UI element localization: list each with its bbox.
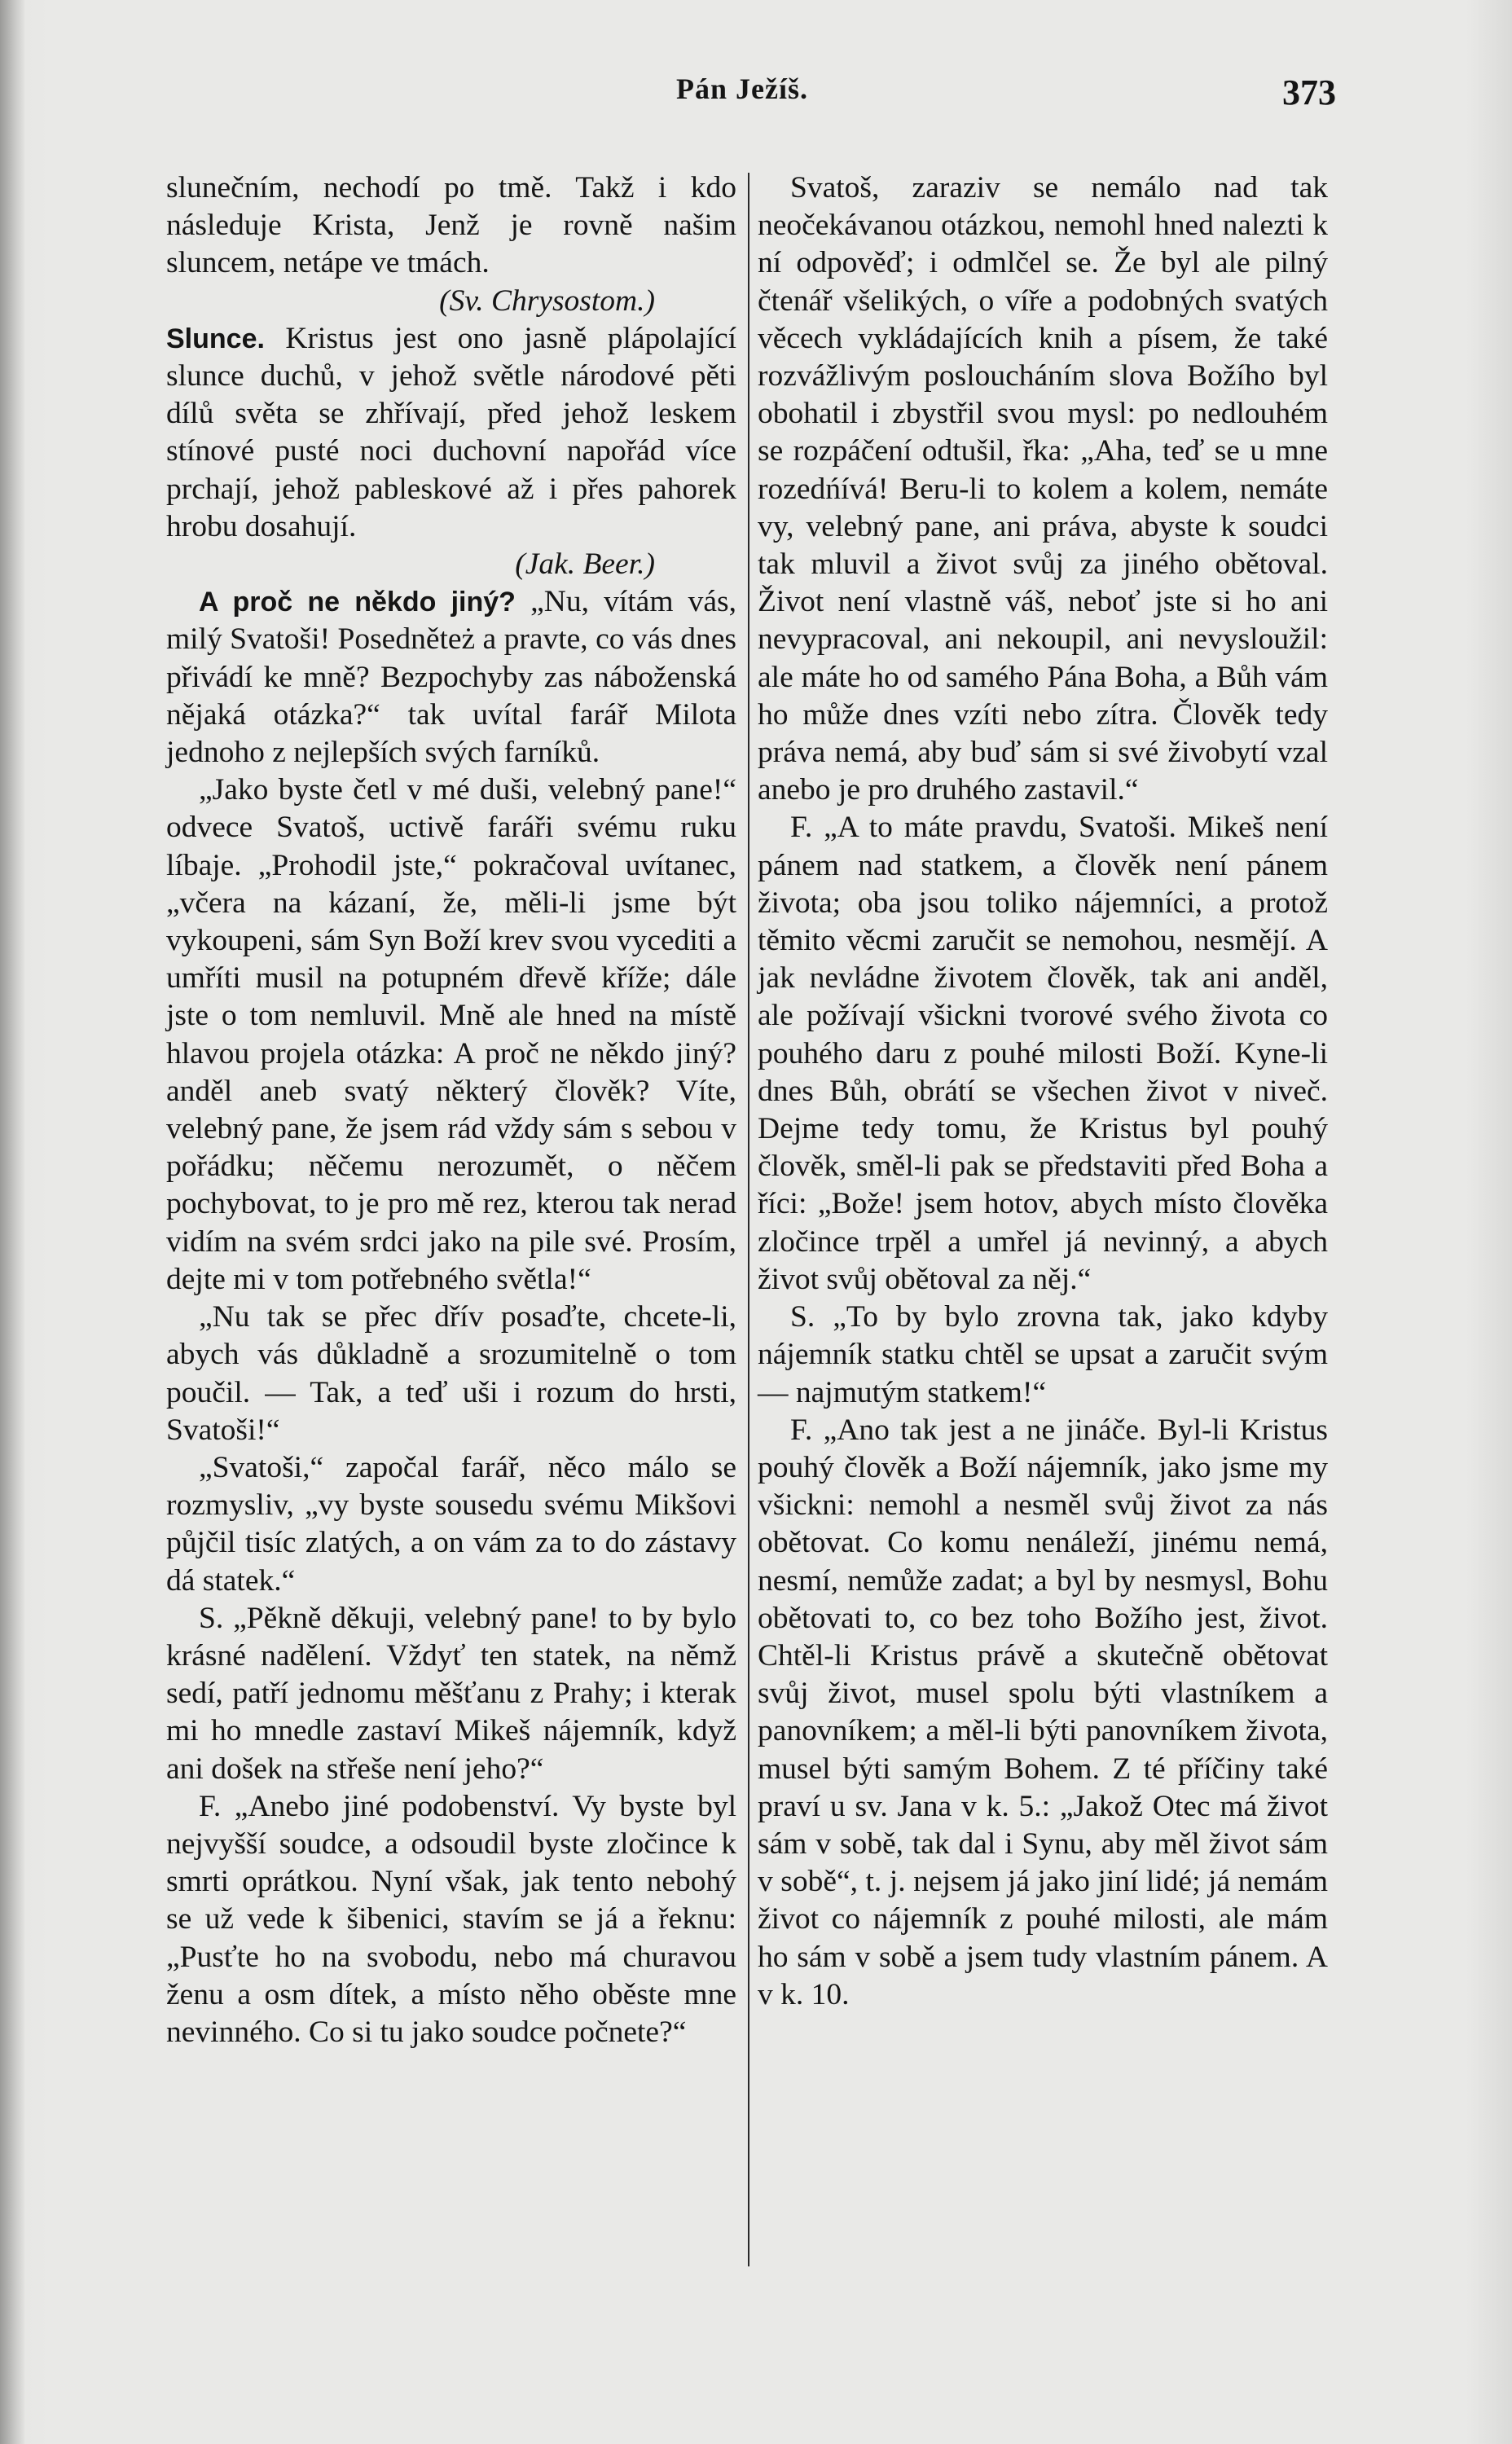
paragraph: „Jako byste četl v mé duši, velebný pane!“ odvece Svatoš, uctivě faráři svému ruku líbaje. „Prohodil jste,“ pokračoval uvítanec, „včera na kázaní, že, měli-li jsme být vykoupeni, sám Syn Boží krev svou vycediti a umříti musil na potupném dřevě kříže; dále jste o tom nemluvil. Mně ale hned na místě hlavou projela otázka: A proč ne někdo jiný? anděl aneb svatý některý člověk? Víte, velebný pane, že jsem rád vždy sám s sebou v pořádku; něčemu nerozumět, o něčem pochybovat, to je pro mě rez, kterou tak nerad vidím na svém srdci jako na pile své. Prosím, dejte mi v tom potřebného světla!“ — [166, 773, 736, 1296]
paragraph: slunečním, nechodí po tmě. Takž i kdo následuje Krista, Jenž je rovně našim sluncem, netápe ve tmách. — [166, 171, 736, 280]
page-binding-shadow — [0, 0, 24, 2444]
paragraph: F. „Ano tak jest a ne jináče. Byl-li Kristus pouhý člověk a Boží nájemník, jako jsme my všickni: nemohl a nesměl svůj život za nás obětovat. Co komu nenáleží, jinému nemá, nesmí, nemůže zadat; a byl by nesmysl, Bohu obětovati to, co bez toho Božího jest, život. Chtěl-li Kristus právě a skutečně obětovat svůj život, musel spolu býti vlastníkem a panovníkem; a měl-li býti panovníkem života, musel býti samým Bohem. Z té příčiny také praví u sv. Jana v k. 5.: „Jakož Otec má život sám v sobě, tak dal i Synu, aby měl život sám v sobě“, t. j. nejsem já jako jiní lidé; já nemám život co nájemník z pouhé milosti, ale mám ho sám v sobě a jsem tudy vlastním pánem. A v k. 10. — [758, 1413, 1328, 2011]
column-divider — [748, 173, 749, 2266]
page-number: 373 — [1282, 73, 1336, 112]
paragraph: F. „A to máte pravdu, Svatoši. Mikeš není pánem nad statkem, a člověk není pánem života; oba jsou toliko nájemníci, a protož těmito věcmi zaručit se nemohou, nesmějí. A jak nevládne životem člověk, tak ani anděl, ale požívají všickni tvorové svého života co pouhého daru z pouhé milosti Boží. Kyne-li dnes Bůh, obrátí se všechen život v niveč. Dejme tedy tomu, že Kristus byl pouhý člověk, směl-li pak se představiti před Boha a říci: „Bože! jsem hotov, abych místo člověka zločince trpěl a umřel já nevinný, a abych život svůj obětoval za něj.“ — [758, 811, 1328, 1296]
left-column — [166, 169, 736, 2051]
citation: (Jak. Beer.) — [515, 547, 655, 582]
section-paragraph — [166, 583, 736, 771]
citation: (Sv. Chrysostom.) — [439, 284, 655, 318]
section-paragraph — [166, 320, 736, 546]
paragraph: „Svatoši,“ započal farář, něco málo se rozmysliv, „vy byste sousedu svému Mikšovi půjčil tisíc zlatých, a on vám za to do zástavy dá statek.“ — [166, 1450, 736, 1598]
paragraph-text: „Nu, vítám vás, milý Svatoši! Posedněteż a pravte, co vás dnes přivádí ke mně? Bezpochyby zas náboženská nějaká otázka?“ tak uvítal farář Milota jednoho z nejlepších svých farníků. — [166, 585, 736, 770]
paragraph: „Nu tak se přec dřív posaďte, chcete-li, abych vás důkladně a srozumitelně o tom poučil. — Tak, a teď uši i rozum do hrsti, Svatoši!“ — [166, 1300, 736, 1447]
running-title: Pán Ježíš. — [676, 73, 808, 105]
section-heading: A proč ne někdo jiný? — [199, 587, 516, 618]
paragraph: S. „To by bylo zrovna tak, jako kdyby nájemník statku chtěl se upsat a zaručit svým — najmutým statkem!“ — [758, 1300, 1328, 1409]
right-column — [758, 169, 1328, 2014]
page-header — [163, 72, 1336, 129]
section-heading: Slunce. — [166, 323, 265, 354]
paragraph: S. „Pěkně děkuji, velebný pane! to by bylo krásné nadělení. Vždyť ten statek, na němž sedí, patří jednomu měšťanu z Prahy; i kterak mi ho mnedle zastaví Mikeš nájemník, když ani došek na střeše není jeho?“ — [166, 1601, 736, 1786]
paragraph: Svatoš, zaraziv se nemálo nad tak neočekávanou otázkou, nemohl hned nalezti k ní odpověď; i odmlčel se. Že byl ale pilný čtenář všelikých, o víře a podobných svatých věcech vykládajících knih a písem, že také rozvážlivým posloucháním slova Božího byl obohatil i zbystřil svou mysl: po nedlouhém se rozpáčení odtušil, řka: „Aha, teď se u mne rozedńívá! Beru-li to kolem a kolem, nemáte vy, velebný pane, ani práva, abyste k soudci tak mluvil a život svůj za jiného obětoval. Život není vlastně váš, neboť jste si ho ani nevypracoval, ani nekoupil, ani nevysloužil: ale máte ho od samého Pána Boha, a Bůh vám ho může dnes vzíti nebo zítra. Člověk tedy práva nemá, aby buď sám si své živobytí vzal anebo je pro druhého zastavil.“ — [758, 171, 1328, 807]
paragraph: F. „Anebo jiné podobenství. Vy byste byl nejvyšší soudce, a odsoudil byste zločince k smrti oprátkou. Nyní však, jak tento nebohý se už vede k šibenici, stavím se já a řeknu: „Pusťte ho na svobodu, nebo má churavou ženu a osm dítek, a místo něho oběste mne nevinného. Co si tu jako soudce počnete?“ — [166, 1789, 736, 2049]
paragraph-text: Kristus jest ono jasně plápolající slunce duchů, v jehož světle národové pěti dílů světa se zhřívají, před jehož leskem stínové pusté noci duchovní napořád více prchají, jehož pableskové až i přes pahorek hrobu dosahují. — [166, 321, 737, 543]
